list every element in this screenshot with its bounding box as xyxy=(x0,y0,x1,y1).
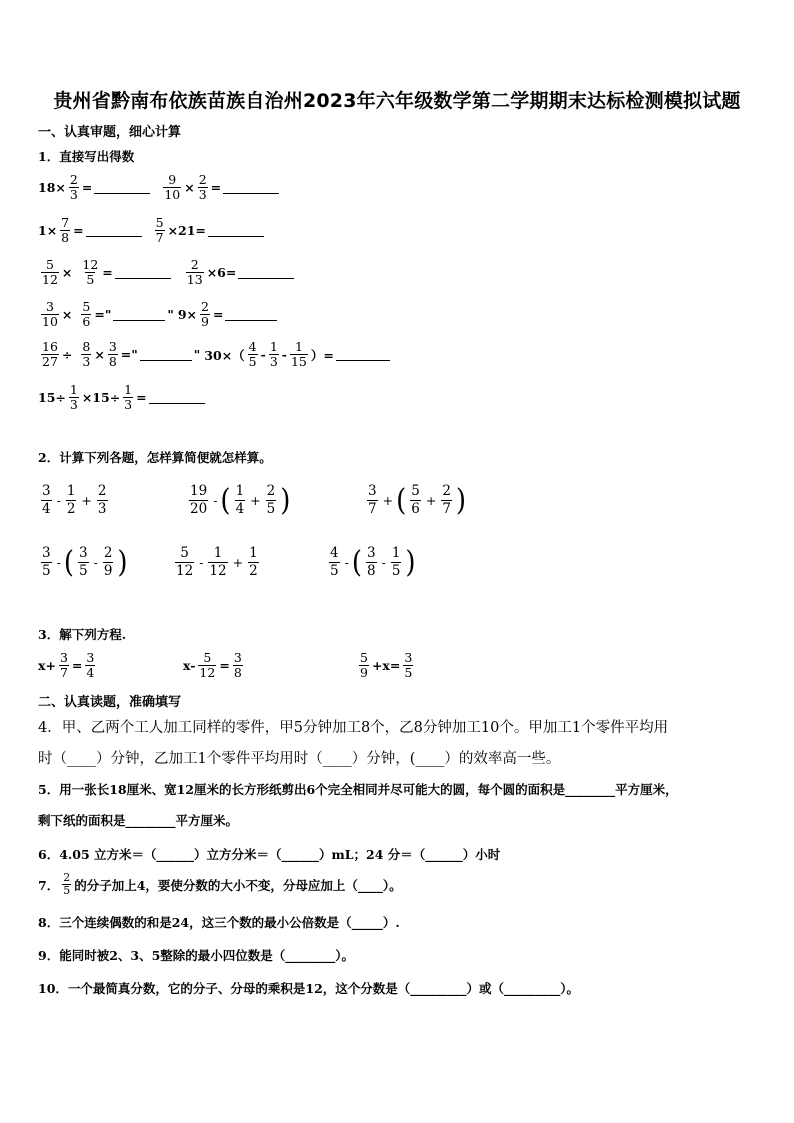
equals: = xyxy=(102,265,113,280)
denominator: 3 xyxy=(269,354,278,369)
math-symbol: = xyxy=(219,658,230,673)
question-5-line-1: 5．用一张长18厘米、宽12厘米的长方形纸剪出6个完全相同并尽可能大的圆，每个圆的面积是________平方厘米， xyxy=(38,782,678,797)
fraction xyxy=(41,258,59,287)
numerator: 1 xyxy=(124,382,133,397)
fraction xyxy=(69,383,79,412)
fraction xyxy=(123,383,133,412)
answer-blank[interactable] xyxy=(238,266,294,279)
fraction xyxy=(81,258,99,287)
numerator: 2 xyxy=(201,299,209,314)
numerator: 8 xyxy=(82,339,91,354)
fraction xyxy=(66,483,77,518)
math-symbol: ( xyxy=(351,545,362,580)
denominator: 8 xyxy=(366,563,376,579)
fraction xyxy=(78,545,89,580)
numerator: 2 xyxy=(442,483,451,499)
denominator: 10 xyxy=(164,187,181,202)
numerator: 4 xyxy=(330,545,339,561)
fraction xyxy=(329,545,340,580)
math-symbol: ) xyxy=(405,545,416,580)
denominator: 5 xyxy=(63,884,71,897)
denominator: 6 xyxy=(411,501,420,517)
answer-blank[interactable] xyxy=(94,181,150,194)
answer-blank[interactable] xyxy=(115,266,171,279)
times: × xyxy=(61,307,73,322)
denominator: 5 xyxy=(404,665,413,680)
math-symbol: + xyxy=(382,493,394,508)
fraction xyxy=(155,216,165,245)
denominator: 3 xyxy=(124,397,133,412)
math-symbol: ( xyxy=(220,483,231,518)
equals: = xyxy=(81,180,93,195)
denominator: 12 xyxy=(42,272,58,287)
numerator: 7 xyxy=(61,215,70,230)
numerator: 16 xyxy=(42,339,58,354)
numerator: 3 xyxy=(78,545,88,561)
math-symbol: - xyxy=(56,493,61,508)
fraction xyxy=(410,483,421,518)
answer-blank[interactable] xyxy=(225,308,277,321)
denominator: 5 xyxy=(391,563,401,579)
numerator: 9 xyxy=(168,172,177,187)
math-symbol: + xyxy=(425,493,437,508)
denominator: 2 xyxy=(66,501,76,517)
expr-text: 18× xyxy=(38,180,66,195)
fraction xyxy=(103,545,114,580)
math-symbol: + xyxy=(250,493,261,508)
numerator: 2 xyxy=(198,172,207,187)
fraction xyxy=(59,651,69,680)
fraction xyxy=(367,483,378,518)
expr-text: ×6= xyxy=(206,265,237,280)
expr-text: " xyxy=(167,307,174,322)
fraction xyxy=(81,340,91,369)
fraction xyxy=(81,300,91,329)
times: × xyxy=(94,347,105,362)
numerator: 3 xyxy=(42,483,51,499)
q7-text: 的分子加上4，要使分数的大小不变，分母应加上（____）。 xyxy=(74,877,402,893)
numerator: 3 xyxy=(42,545,51,561)
denominator: 12 xyxy=(199,665,216,680)
fraction xyxy=(235,483,246,518)
fraction xyxy=(269,340,279,369)
q2-expr-2 xyxy=(186,483,291,518)
denominator: 13 xyxy=(186,272,203,287)
numerator: 3 xyxy=(233,650,242,665)
denominator: 4 xyxy=(42,501,51,517)
numerator: 19 xyxy=(190,483,208,499)
numerator: 5 xyxy=(411,483,420,499)
divide: ÷ xyxy=(61,347,73,362)
expr-text: ×15÷ xyxy=(81,390,121,405)
fraction xyxy=(198,173,208,202)
q1-row-1 xyxy=(38,173,281,202)
equals: = xyxy=(210,180,222,195)
question-6: 6．4.05 立方米＝（______）立方分米＝（______）mL；24 分＝（______）小时 xyxy=(38,847,501,862)
denominator: 3 xyxy=(97,501,107,517)
numerator: 2 xyxy=(190,257,199,272)
numerator: 1 xyxy=(235,483,245,499)
denominator: 5 xyxy=(86,272,95,287)
fraction xyxy=(41,483,52,518)
question-8: 8．三个连续偶数的和是24，这三个数的最小公倍数是（_____）. xyxy=(38,915,400,930)
numerator: 2 xyxy=(63,871,71,884)
denominator: 3 xyxy=(82,354,91,369)
fraction xyxy=(198,651,216,680)
numerator: 2 xyxy=(69,172,78,187)
fraction xyxy=(391,545,402,580)
q3-equation-1 xyxy=(38,651,98,680)
question-4-line-2: 时（____）分钟，乙加工1个零件平均用时（____）分钟，(____）的效率高一些。 xyxy=(38,751,561,767)
denominator: 4 xyxy=(235,501,245,517)
numerator: 2 xyxy=(97,483,107,499)
denominator: 27 xyxy=(42,354,58,369)
question-1-heading: 1．直接写出得数 xyxy=(38,149,135,164)
fraction xyxy=(85,651,95,680)
numerator: 5 xyxy=(155,215,164,230)
denominator: 7 xyxy=(59,665,68,680)
denominator: 8 xyxy=(108,354,117,369)
math-symbol: x+ xyxy=(38,658,56,673)
math-symbol: - xyxy=(381,555,386,570)
q2-expr-4 xyxy=(38,545,129,580)
numerator: 1 xyxy=(391,545,401,561)
numerator: 3 xyxy=(108,339,117,354)
answer-blank[interactable] xyxy=(140,348,192,361)
expr-text: ）= xyxy=(310,347,334,363)
denominator: 5 xyxy=(330,563,339,579)
question-5-line-2: 剩下纸的面积是________平方厘米。 xyxy=(38,813,239,828)
fraction xyxy=(69,173,79,202)
fraction xyxy=(248,340,258,369)
math-symbol: - xyxy=(56,555,61,570)
fraction xyxy=(366,545,377,580)
numerator: 5 xyxy=(82,299,91,314)
answer-blank[interactable] xyxy=(336,348,390,361)
fraction xyxy=(189,483,208,518)
expr-text: 15÷ xyxy=(38,390,66,405)
denominator: 12 xyxy=(176,563,194,579)
denominator: 2 xyxy=(249,563,258,579)
denominator: 5 xyxy=(266,501,276,517)
math-symbol: + xyxy=(232,555,244,570)
fraction xyxy=(175,545,194,580)
minus: - xyxy=(260,347,266,362)
denominator: 5 xyxy=(42,563,51,579)
expr-text: 9× xyxy=(177,307,198,322)
fraction xyxy=(62,872,71,897)
fraction xyxy=(248,545,259,580)
numerator: 5 xyxy=(45,257,54,272)
numerator: 1 xyxy=(66,483,76,499)
denominator: 7 xyxy=(368,501,377,517)
numerator: 3 xyxy=(45,299,54,314)
math-symbol: ) xyxy=(280,483,291,518)
times: × xyxy=(184,180,195,195)
times: × xyxy=(61,265,73,280)
numerator: 1 xyxy=(213,545,223,561)
fraction xyxy=(403,651,413,680)
numerator: 2 xyxy=(103,545,113,561)
denominator: 6 xyxy=(82,314,91,329)
page-title: 贵州省黔南布依族苗族自治州2023年六年级数学第二学期期末达标检测模拟试题 xyxy=(53,90,741,112)
math-symbol: ( xyxy=(396,483,407,518)
numerator: 1 xyxy=(249,545,258,561)
numerator: 2 xyxy=(266,483,276,499)
equals: = xyxy=(136,390,147,405)
denominator: 5 xyxy=(78,563,88,579)
question-3-heading: 3．解下列方程. xyxy=(38,627,127,642)
denominator: 15 xyxy=(290,354,307,369)
q3-equation-3 xyxy=(356,651,416,680)
fraction xyxy=(266,483,277,518)
denominator: 3 xyxy=(69,397,78,412)
fraction xyxy=(233,651,243,680)
math-symbol: ( xyxy=(63,545,74,580)
fraction xyxy=(108,340,118,369)
denominator: 7 xyxy=(442,501,451,517)
fraction xyxy=(186,258,204,287)
answer-blank[interactable] xyxy=(149,391,205,404)
equals: = xyxy=(73,223,84,238)
q2-expr-1 xyxy=(38,483,111,518)
q2-expr-3 xyxy=(364,483,467,518)
numerator: 12 xyxy=(82,257,99,272)
fraction xyxy=(208,545,227,580)
section-1-heading: 一、认真审题，细心计算 xyxy=(38,125,182,140)
math-symbol: - xyxy=(344,555,349,570)
numerator: 5 xyxy=(360,650,368,665)
answer-blank[interactable] xyxy=(113,308,165,321)
denominator: 3 xyxy=(69,187,78,202)
q1-row-4 xyxy=(38,300,279,329)
denominator: 9 xyxy=(360,665,368,680)
fraction xyxy=(163,173,181,202)
answer-blank[interactable] xyxy=(223,181,279,194)
numerator: 5 xyxy=(203,650,212,665)
fraction xyxy=(60,216,70,245)
denominator: 7 xyxy=(155,230,164,245)
math-symbol: ) xyxy=(117,545,128,580)
numerator: 3 xyxy=(404,650,413,665)
minus: - xyxy=(281,347,287,362)
expr-text: =" xyxy=(94,307,112,322)
numerator: 1 xyxy=(294,339,303,354)
numerator: 1 xyxy=(69,382,78,397)
expr-text: 30×（ xyxy=(204,347,245,363)
question-9: 9．能同时被2、3、5整除的最小四位数是（________）。 xyxy=(38,948,355,963)
q1-row-5 xyxy=(38,340,392,369)
denominator: 9 xyxy=(103,563,113,579)
math-symbol: - xyxy=(93,555,98,570)
question-2-heading: 2．计算下列各题，怎样算简便就怎样算。 xyxy=(38,450,272,465)
expr-text: =" xyxy=(120,347,138,362)
q3-equation-2 xyxy=(183,651,246,680)
question-4-line-1: 4．甲、乙两个工人加工同样的零件，甲5分钟加工8个，乙8分钟加工10个。甲加工1个零件平均用 xyxy=(38,720,669,736)
fraction xyxy=(41,300,59,329)
denominator: 20 xyxy=(190,501,208,517)
denominator: 4 xyxy=(86,665,95,680)
denominator: 9 xyxy=(201,314,209,329)
denominator: 3 xyxy=(198,187,207,202)
numerator: 5 xyxy=(180,545,189,561)
question-10: 10．一个最简真分数，它的分子、分母的乘积是12，这个分数是（_________）或（_________）。 xyxy=(38,981,580,996)
expr-text: ×21= xyxy=(167,223,206,238)
math-symbol: - xyxy=(199,555,204,570)
numerator: 3 xyxy=(59,650,68,665)
fraction xyxy=(290,340,308,369)
fraction xyxy=(200,300,210,329)
equals: = xyxy=(212,307,224,322)
denominator: 10 xyxy=(42,314,58,329)
fraction xyxy=(441,483,452,518)
numerator: 3 xyxy=(368,483,377,499)
q2-expr-6 xyxy=(326,545,417,580)
fraction xyxy=(41,545,52,580)
math-symbol: + xyxy=(81,493,92,508)
numerator: 4 xyxy=(248,339,257,354)
math-symbol: = xyxy=(71,658,83,673)
fraction xyxy=(97,483,108,518)
denominator: 5 xyxy=(248,354,257,369)
expr-text: " xyxy=(193,347,201,362)
q7-number: 7． xyxy=(38,877,60,893)
section-2-heading: 二、认真读题，准确填写 xyxy=(38,695,182,710)
math-symbol: +x= xyxy=(371,658,401,673)
math-symbol: x- xyxy=(183,658,196,673)
question-7 xyxy=(38,872,402,897)
denominator: 8 xyxy=(233,665,242,680)
answer-blank[interactable] xyxy=(86,224,142,237)
fraction xyxy=(41,340,59,369)
denominator: 8 xyxy=(61,230,70,245)
numerator: 1 xyxy=(269,339,278,354)
q1-row-6 xyxy=(38,383,207,412)
numerator: 3 xyxy=(366,545,376,561)
q1-row-3 xyxy=(38,258,296,287)
math-symbol: - xyxy=(213,493,218,508)
expr-text: 1× xyxy=(38,223,58,238)
denominator: 12 xyxy=(209,563,227,579)
answer-blank[interactable] xyxy=(208,224,264,237)
q1-row-2 xyxy=(38,216,266,245)
numerator: 3 xyxy=(86,650,95,665)
math-symbol: ) xyxy=(455,483,467,518)
fraction xyxy=(359,651,369,680)
q2-expr-5 xyxy=(172,545,262,580)
